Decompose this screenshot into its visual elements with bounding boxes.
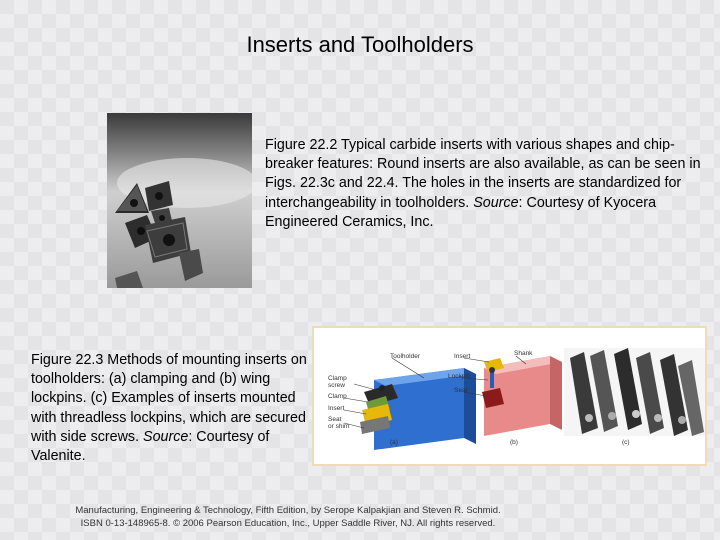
slide-title: Inserts and Toolholders (246, 32, 474, 57)
label-panel-b: (b) (510, 439, 518, 446)
label-insert: Insert (454, 353, 471, 360)
label-clamp: Clamp (328, 393, 347, 400)
panel-b-toolholder-drawing (464, 356, 562, 436)
label-insert-left: Insert (328, 405, 345, 412)
figure-22-2-source-label: Source (473, 194, 519, 211)
label-seat-right: Seat (454, 387, 468, 394)
footer-line-2: ISBN 0-13-148965-8. © 2006 Pearson Education, Inc., Upper Saddle River, NJ. All rights reserved. (80, 517, 496, 529)
figure-22-2-caption (265, 136, 710, 232)
figure-22-3-caption (31, 351, 316, 466)
carbide-inserts-photo (107, 113, 252, 288)
label-seat-1: Seat (328, 416, 342, 423)
panel-c-toolholders-photo (564, 348, 705, 436)
label-panel-c: (c) (622, 439, 630, 446)
label-shank: Shank (514, 350, 533, 357)
figure-22-3-source-label: Source (143, 428, 189, 445)
figure-22-3-source-text: : Courtesy of Valenite. (31, 428, 270, 465)
figure-22-2-caption-text: Figure 22.2 Typical carbide inserts with various shapes and chip-breaker features: Round inserts are also available, as can be seen in Figs. 22.3c and 22.4. The holes in the inserts are standardized for interchangeability in toolholders. (265, 137, 701, 211)
label-seat-2: or shim (328, 423, 350, 430)
figure-22-2-source-text: : Courtesy of Kyocera Engineered Ceramics, Inc. (265, 194, 657, 230)
figure-22-3-caption-text: Figure 22.3 Methods of mounting inserts on toolholders: (a) clamping and (b) wing lockpins. (c) Examples of inserts mounted with threadless lockpins, which are secured with side screws. (31, 352, 307, 445)
footer-line-1: Manufacturing, Engineering & Technology, Fifth Edition, by Serope Kalpakjian and Steven R. Schmid. (75, 505, 501, 516)
label-lockpin: Lockpin (448, 373, 471, 380)
footer-credits (0, 505, 576, 530)
label-clamp-screw-2: screw (328, 382, 345, 389)
toolholder-diagram (312, 326, 707, 466)
label-panel-a: (a) (390, 439, 398, 446)
label-clamp-screw-1: Clamp (328, 375, 347, 382)
label-toolholder: Toolholder (390, 353, 420, 360)
panel-a-toolholder-drawing (344, 358, 476, 450)
